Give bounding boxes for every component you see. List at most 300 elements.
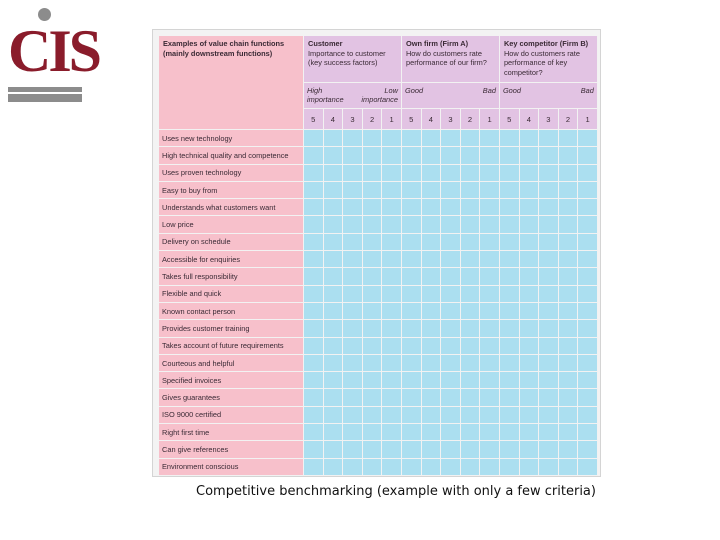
rating-cell [461,441,481,458]
high-importance-label: High importance [307,86,344,105]
rating-header-cell: 4 [520,109,540,130]
rating-cell [520,303,540,320]
rating-cell [559,389,579,406]
good-label: Good [502,86,522,95]
rating-cell [539,441,559,458]
rating-cell [304,165,324,182]
rating-cell [422,268,442,285]
rating-cell [402,424,422,441]
rating-cell [402,286,422,303]
rating-cell [343,459,363,476]
rating-cell [559,182,579,199]
rating-cell [441,372,461,389]
rating-cell [441,130,461,147]
rating-cell [461,165,481,182]
rating-cell [539,372,559,389]
customer-header-subtitle: Importance to customer (key success factors) [308,48,386,67]
competitor-scale [500,83,598,109]
slide-caption: Competitive benchmarking (example with only a few criteria) [196,484,596,499]
rating-cell [480,303,500,320]
rating-cell [304,441,324,458]
rating-cell [363,355,383,372]
bad-label: Bad [482,86,496,95]
competitor-header [500,36,598,83]
rating-cell [382,338,402,355]
rating-cell [539,389,559,406]
criterion-label: Courteous and helpful [159,355,304,372]
firm-a-scale [402,83,500,109]
rating-cell [363,147,383,164]
rating-cell [382,441,402,458]
rating-cell [363,338,383,355]
rating-cell [382,320,402,337]
rating-cell [578,268,598,285]
rating-cell [402,268,422,285]
rating-cell [382,407,402,424]
rating-cell [559,199,579,216]
rating-cell [324,338,344,355]
rating-cell [324,424,344,441]
rating-cell [559,320,579,337]
rating-cell [422,441,442,458]
rating-cell [402,407,422,424]
rating-cell [304,286,324,303]
firm-a-header-title: Own firm (Firm A) [405,39,469,48]
rating-cell [578,424,598,441]
rating-cell [304,199,324,216]
rating-cell [480,320,500,337]
rating-cell [578,303,598,320]
rating-cell [441,216,461,233]
rating-cell [324,165,344,182]
rating-cell [480,286,500,303]
rating-cell [304,251,324,268]
rating-cell [304,424,324,441]
rating-cell [500,459,520,476]
rating-cell [480,199,500,216]
rating-cell [422,424,442,441]
rating-cell [304,338,324,355]
rating-cell [578,338,598,355]
logo-bar [8,87,82,92]
rating-cell [520,286,540,303]
rating-cell [402,182,422,199]
rating-cell [422,459,442,476]
rating-cell [363,303,383,320]
rating-cell [480,389,500,406]
rating-cell [559,165,579,182]
rating-cell [500,251,520,268]
criterion-label: Gives guarantees [159,389,304,406]
rating-cell [343,130,363,147]
rating-cell [382,459,402,476]
rating-cell [382,216,402,233]
rating-cell [363,130,383,147]
rating-cell [480,268,500,285]
rating-cell [382,268,402,285]
rating-cell [324,199,344,216]
rating-cell [382,303,402,320]
rating-cell [559,424,579,441]
rating-cell [539,407,559,424]
rating-cell [500,372,520,389]
rating-cell [500,407,520,424]
rating-cell [539,165,559,182]
rating-cell [461,130,481,147]
rating-cell [441,441,461,458]
rating-cell [422,372,442,389]
rating-cell [461,338,481,355]
rating-cell [578,199,598,216]
rating-cell [441,286,461,303]
rating-cell [500,424,520,441]
rating-cell [324,251,344,268]
rating-cell [363,182,383,199]
rating-cell [559,251,579,268]
firm-a-header-subtitle: How do customers rate performance of our firm? [405,48,487,67]
rating-cell [539,268,559,285]
rating-cell [520,182,540,199]
rating-cell [324,372,344,389]
criterion-label: Easy to buy from [159,182,304,199]
rating-cell [500,216,520,233]
rating-cell [304,303,324,320]
rating-cell [441,320,461,337]
rating-header-cell: 5 [402,109,422,130]
rating-cell [461,234,481,251]
criterion-label: Uses proven technology [159,165,304,182]
rating-cell [559,407,579,424]
rating-cell [363,441,383,458]
rating-cell [363,165,383,182]
rating-cell [520,372,540,389]
rating-header-cell: 5 [500,109,520,130]
rating-cell [343,165,363,182]
rating-cell [578,355,598,372]
rating-header-cell: 2 [461,109,481,130]
rating-cell [441,303,461,320]
rating-cell [500,286,520,303]
rating-cell [500,320,520,337]
rating-header-cell: 1 [578,109,598,130]
rating-cell [382,251,402,268]
rating-cell [422,182,442,199]
rating-cell [402,130,422,147]
rating-cell [304,372,324,389]
rating-cell [343,355,363,372]
criterion-label: Right first time [159,424,304,441]
rating-cell [402,165,422,182]
rating-cell [304,182,324,199]
rating-cell [441,165,461,182]
rating-cell [578,441,598,458]
competitor-header-title: Key competitor (Firm B) [503,39,589,48]
functions-header-text: Examples of value chain functions (mainly downstream functions) [163,39,285,58]
rating-cell [559,338,579,355]
benchmark-table-frame [152,29,601,477]
rating-cell [363,199,383,216]
rating-cell [559,130,579,147]
rating-cell [578,216,598,233]
firm-a-header [402,36,500,83]
rating-cell [539,355,559,372]
logo-text: CIS [8,18,100,84]
rating-header-cell: 5 [304,109,324,130]
rating-cell [461,216,481,233]
rating-cell [402,338,422,355]
rating-cell [422,147,442,164]
rating-cell [441,251,461,268]
rating-cell [461,407,481,424]
rating-cell [500,182,520,199]
rating-cell [500,165,520,182]
rating-cell [500,130,520,147]
rating-cell [578,165,598,182]
rating-cell [559,441,579,458]
rating-cell [520,268,540,285]
rating-cell [402,234,422,251]
rating-cell [461,286,481,303]
rating-cell [461,199,481,216]
rating-cell [324,268,344,285]
rating-cell [343,182,363,199]
rating-cell [480,182,500,199]
rating-cell [441,355,461,372]
rating-cell [461,459,481,476]
rating-cell [343,147,363,164]
rating-cell [461,303,481,320]
rating-cell [363,372,383,389]
rating-cell [480,355,500,372]
customer-header [304,36,402,83]
rating-cell [480,234,500,251]
benchmark-table [159,36,598,476]
rating-cell [578,320,598,337]
criterion-label: Flexible and quick [159,286,304,303]
rating-cell [559,355,579,372]
rating-cell [461,268,481,285]
rating-cell [578,251,598,268]
rating-cell [559,216,579,233]
rating-cell [461,372,481,389]
rating-cell [422,355,442,372]
rating-cell [539,182,559,199]
rating-cell [363,286,383,303]
rating-cell [324,355,344,372]
rating-cell [382,147,402,164]
rating-cell [304,234,324,251]
rating-cell [480,441,500,458]
rating-cell [343,424,363,441]
rating-cell [402,303,422,320]
cis-logo [8,8,100,102]
rating-cell [402,320,422,337]
rating-cell [578,286,598,303]
rating-cell [500,147,520,164]
rating-cell [402,147,422,164]
criterion-label: Known contact person [159,303,304,320]
rating-cell [363,234,383,251]
rating-cell [441,389,461,406]
rating-cell [324,130,344,147]
rating-cell [480,165,500,182]
rating-cell [578,459,598,476]
rating-cell [441,199,461,216]
rating-cell [324,286,344,303]
rating-cell [500,441,520,458]
rating-cell [441,407,461,424]
rating-cell [402,216,422,233]
rating-cell [578,407,598,424]
rating-cell [539,234,559,251]
rating-header-cell: 3 [539,109,559,130]
rating-cell [304,320,324,337]
rating-cell [422,251,442,268]
rating-cell [343,268,363,285]
rating-cell [402,355,422,372]
rating-cell [559,303,579,320]
criterion-label: Can give references [159,441,304,458]
criterion-label: Accessible for enquiries [159,251,304,268]
rating-cell [363,424,383,441]
rating-header-cell: 2 [363,109,383,130]
rating-cell [422,303,442,320]
rating-header-cell: 4 [324,109,344,130]
rating-cell [441,147,461,164]
rating-cell [324,320,344,337]
rating-cell [480,407,500,424]
rating-cell [324,389,344,406]
rating-header-cell: 3 [441,109,461,130]
rating-cell [422,320,442,337]
rating-cell [422,199,442,216]
rating-cell [343,407,363,424]
rating-cell [382,130,402,147]
customer-header-title: Customer [308,39,343,48]
low-importance-label: Low importance [361,86,398,105]
rating-cell [559,286,579,303]
rating-cell [343,338,363,355]
criterion-label: Takes full responsibility [159,268,304,285]
rating-cell [520,407,540,424]
rating-header-cell: 3 [343,109,363,130]
criterion-label: Takes account of future requirements [159,338,304,355]
rating-cell [441,459,461,476]
rating-cell [382,355,402,372]
criterion-label: High technical quality and competence [159,147,304,164]
rating-cell [539,199,559,216]
rating-cell [480,338,500,355]
rating-cell [363,320,383,337]
criterion-label: Provides customer training [159,320,304,337]
rating-cell [402,372,422,389]
rating-cell [363,389,383,406]
rating-cell [480,372,500,389]
rating-cell [500,303,520,320]
rating-cell [500,389,520,406]
rating-cell [578,182,598,199]
rating-cell [559,372,579,389]
rating-cell [480,251,500,268]
rating-cell [559,234,579,251]
rating-cell [422,407,442,424]
rating-cell [539,130,559,147]
criterion-label: Uses new technology [159,130,304,147]
rating-cell [539,251,559,268]
rating-cell [343,303,363,320]
rating-cell [539,147,559,164]
rating-cell [578,372,598,389]
rating-cell [382,372,402,389]
rating-cell [520,165,540,182]
rating-cell [304,216,324,233]
rating-cell [539,338,559,355]
rating-cell [461,251,481,268]
rating-cell [304,407,324,424]
rating-cell [480,459,500,476]
criterion-label: Specified invoices [159,372,304,389]
rating-cell [539,459,559,476]
importance-scale [304,83,402,109]
rating-cell [441,424,461,441]
rating-cell [343,320,363,337]
criterion-label: Low price [159,216,304,233]
functions-header [159,36,304,130]
rating-cell [480,216,500,233]
rating-cell [539,320,559,337]
rating-cell [461,424,481,441]
rating-cell [559,459,579,476]
rating-cell [382,389,402,406]
rating-cell [500,355,520,372]
rating-cell [539,303,559,320]
rating-cell [422,165,442,182]
rating-cell [324,182,344,199]
rating-cell [324,441,344,458]
rating-cell [402,199,422,216]
rating-cell [382,286,402,303]
rating-cell [382,165,402,182]
rating-cell [520,234,540,251]
rating-cell [520,251,540,268]
rating-cell [461,182,481,199]
criterion-label: Understands what customers want [159,199,304,216]
rating-cell [520,424,540,441]
rating-cell [480,130,500,147]
rating-cell [461,389,481,406]
rating-cell [520,130,540,147]
bad-label: Bad [580,86,594,95]
rating-cell [520,320,540,337]
rating-cell [304,355,324,372]
rating-cell [578,234,598,251]
rating-cell [382,199,402,216]
rating-cell [363,216,383,233]
rating-cell [520,216,540,233]
rating-cell [441,268,461,285]
rating-cell [578,389,598,406]
good-label: Good [404,86,424,95]
rating-cell [578,147,598,164]
criterion-label: Delivery on schedule [159,234,304,251]
rating-cell [304,459,324,476]
rating-cell [520,389,540,406]
rating-cell [324,407,344,424]
rating-cell [304,268,324,285]
rating-cell [520,147,540,164]
rating-cell [441,338,461,355]
logo-bar [8,94,82,102]
